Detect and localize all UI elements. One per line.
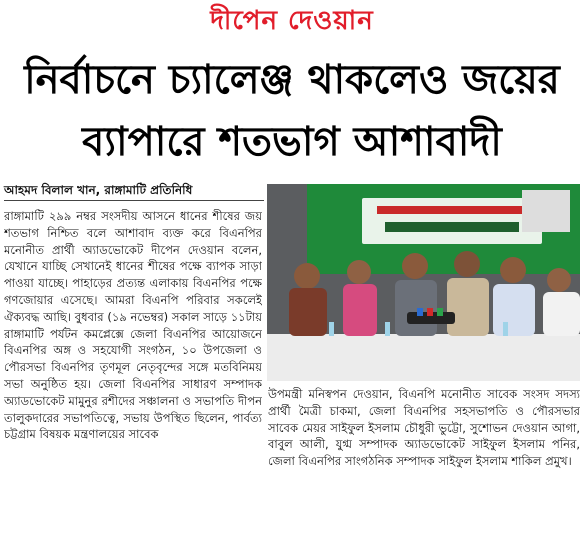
kicker-name: দীপেন দেওয়ান <box>210 6 374 36</box>
headline-line-2: ব্যাপারে শতভাগ আশাবাদী <box>82 118 502 165</box>
meeting-photo-illustration <box>267 184 580 381</box>
article-body-right: উপমন্ত্রী মনিস্বপন দেওয়ান, বিএনপি মনোনীত সাবেক সংসদ সদস্য প্রার্থী মৈত্রী চাকমা, জেলা বিএনপির সহসভাপতি ও পৌরসভার সাবেক মেয়র সাইফুল ইসলাম চৌধুরী ভুট্টো, সুশোভন দেওয়ান আগা, বাবুল আলী, যুগ্ম সম্পাদক অ্যাডভোকেট সাইফুল ইসলাম পনির, জেলা বিএনপির সাংগঠনিক সম্পাদক সাইফুল ইসলাম শাকিল প্রমুখ। <box>268 387 580 469</box>
news-photo <box>267 184 580 381</box>
article-body-left: রাঙ্গামাটি ২৯৯ নম্বর সংসদীয় আসনে ধানের শীষের জয় শতভাগ নিশ্চিত বলে আশাবাদ ব্যক্ত করে বিএনপির মনোনীত প্রার্থী অ্যাডভোকেট দীপেন দেওয়ান বলেন, যেখানে যাচ্ছি সেখানেই ধানের শীষের পক্ষে ব্যাপক সাড়া পাওয়া যাচ্ছে। পাহাড়ের প্রত্যন্ত এলাকায় বিএনপির পক্ষে গণজোয়ার এসেছে। আমরা বিএনপি পরিবার সকলেই ঐক্যবদ্ধ আছি। বুধবার (১৯ নভেম্বর) সকাল সাড়ে ১১টায় রাঙ্গামাটি পর্যটন কমপ্লেক্সে জেলা বিএনপির আয়োজনে বিএনপির অঙ্গ ও সহযোগী সংগঠন, ১০ উপজেলা ও পৌরসভা বিএনপির তৃণমূল নেতৃবৃন্দের সঙ্গে মতবিনিময় সভা অনুষ্ঠিত হয়। জেলা বিএনপির সাধারণ সম্পাদক অ্যাডভোকেট মামুনুর রশীদের সঞ্চালনা ও সভাপতি দীপন তালুকদারের সভাপতিত্বে, সভায় উপস্থিত ছিলেন, পার্বত্য চট্টগ্রাম বিষয়ক মন্ত্রণালয়ের সাবেক <box>4 209 262 442</box>
table-cloth <box>267 334 580 381</box>
byline: আহমদ বিলাল খান, রাঙ্গামাটি প্রতিনিধি <box>4 182 264 201</box>
headline-line-1: নির্বাচনে চ্যালেঞ্জ থাকলেও জয়ের <box>24 56 560 103</box>
